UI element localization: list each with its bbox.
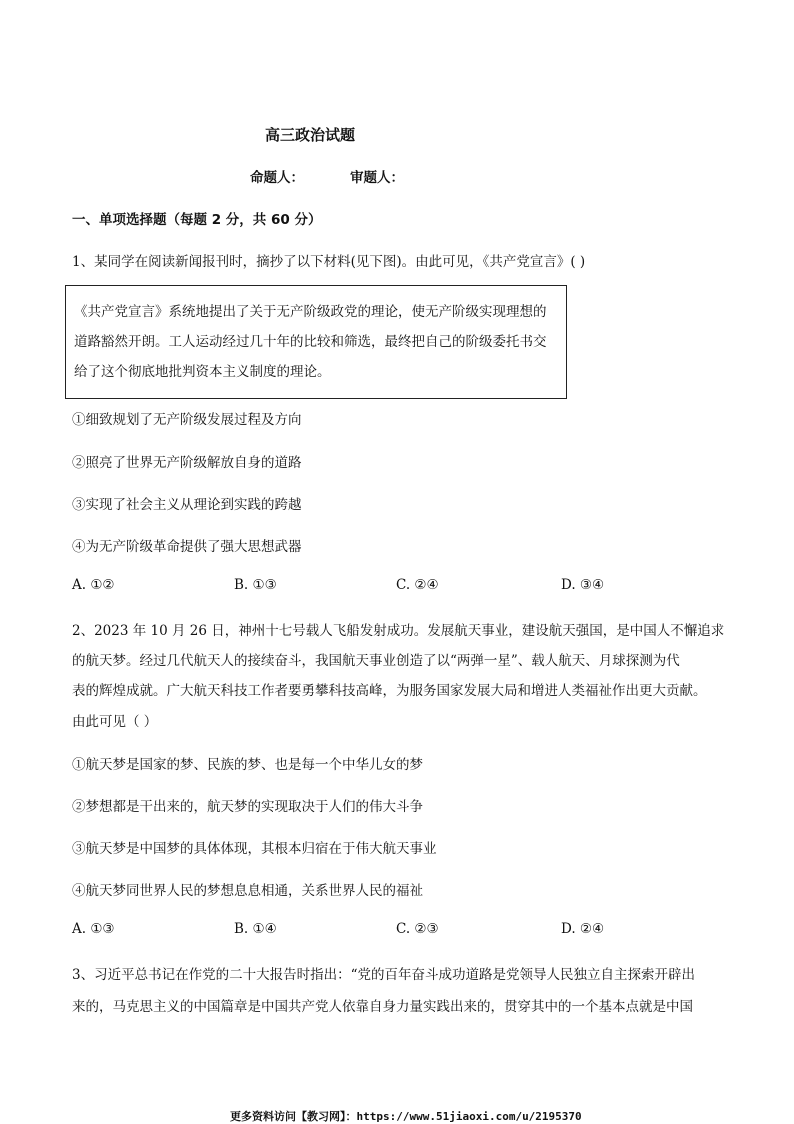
q1-material-line: 《共产党宣言》系统地提出了关于无产阶级政党的理论，使无产阶级实现理想的 — [74, 304, 547, 320]
q1-option-c[interactable]: C. ②④ — [396, 577, 439, 593]
section-heading: 一、单项选择题（每题 2 分，共 60 分） — [72, 212, 322, 228]
q1-statement: ①细致规划了无产阶级发展过程及方向 — [72, 412, 302, 428]
q3-stem-line: 3、习近平总书记在作党的二十大报告时指出：“党的百年奋斗成功道路是党领导人民独立自主探索开辟出 — [72, 967, 695, 983]
q2-option-d[interactable]: D. ②④ — [561, 921, 605, 937]
q2-statement: ②梦想都是干出来的，航天梦的实现取决于人们的伟大斗争 — [72, 799, 423, 815]
proposer-label: 命题人： — [250, 170, 304, 186]
author-line — [250, 166, 404, 186]
q1-statement: ④为无产阶级革命提供了强大思想武器 — [72, 539, 302, 555]
q1-material-line: 道路豁然开朗。工人运动经过几十年的比较和筛选，最终把自己的阶级委托书交 — [74, 334, 547, 350]
q2-option-a[interactable]: A. ①③ — [72, 921, 115, 937]
q1-option-b[interactable]: B. ①③ — [234, 577, 277, 593]
q1-stem: 1、某同学在阅读新闻报刊时，摘抄了以下材料(见下图)。由此可见，《共产党宣言》( ) — [72, 254, 586, 270]
q1-material-line: 给了这个彻底地批判资本主义制度的理论。 — [74, 364, 331, 380]
q2-stem-line: 2、2023 年 10 月 26 日，神州十七号载人飞船发射成功。发展航天事业，建设航天强国，是中国人不懈追求 — [72, 623, 725, 639]
page-title: 高三政治试题 — [265, 126, 356, 144]
q2-statement: ③航天梦是中国梦的具体体现，其根本归宿在于伟大航天事业 — [72, 841, 437, 857]
q3-stem-line: 来的，马克思主义的中国篇章是中国共产党人依靠自身力量实践出来的，贯穿其中的一个基本点就是中国 — [72, 999, 693, 1015]
q2-stem-line: 由此可见（ ） — [72, 714, 158, 730]
q2-statement: ④航天梦同世界人民的梦想息息相通，关系世界人民的福祉 — [72, 883, 423, 899]
q2-option-b[interactable]: B. ①④ — [234, 921, 277, 937]
q2-stem-line: 表的辉煌成就。广大航天科技工作者要勇攀科技高峰，为服务国家发展大局和增进人类福祉作出更大贡献。 — [72, 683, 707, 699]
q2-stem-line: 的航天梦。经过几代航天人的接续奋斗，我国航天事业创造了以“两弹一星”、载人航天、月球探测为代 — [72, 653, 680, 669]
q1-option-a[interactable]: A. ①② — [72, 577, 115, 593]
q1-statement: ③实现了社会主义从理论到实践的跨越 — [72, 497, 302, 513]
q2-statement: ①航天梦是国家的梦、民族的梦、也是每一个中华儿女的梦 — [72, 757, 423, 773]
q1-option-d[interactable]: D. ③④ — [561, 577, 605, 593]
q1-statement: ②照亮了世界无产阶级解放自身的道路 — [72, 455, 302, 471]
footer-link[interactable]: 更多资料访问【教习网】：https://www.51jiaoxi.com/u/2195370 — [230, 1110, 582, 1123]
q2-option-c[interactable]: C. ②③ — [396, 921, 439, 937]
reviewer-label: 审题人： — [350, 170, 404, 186]
